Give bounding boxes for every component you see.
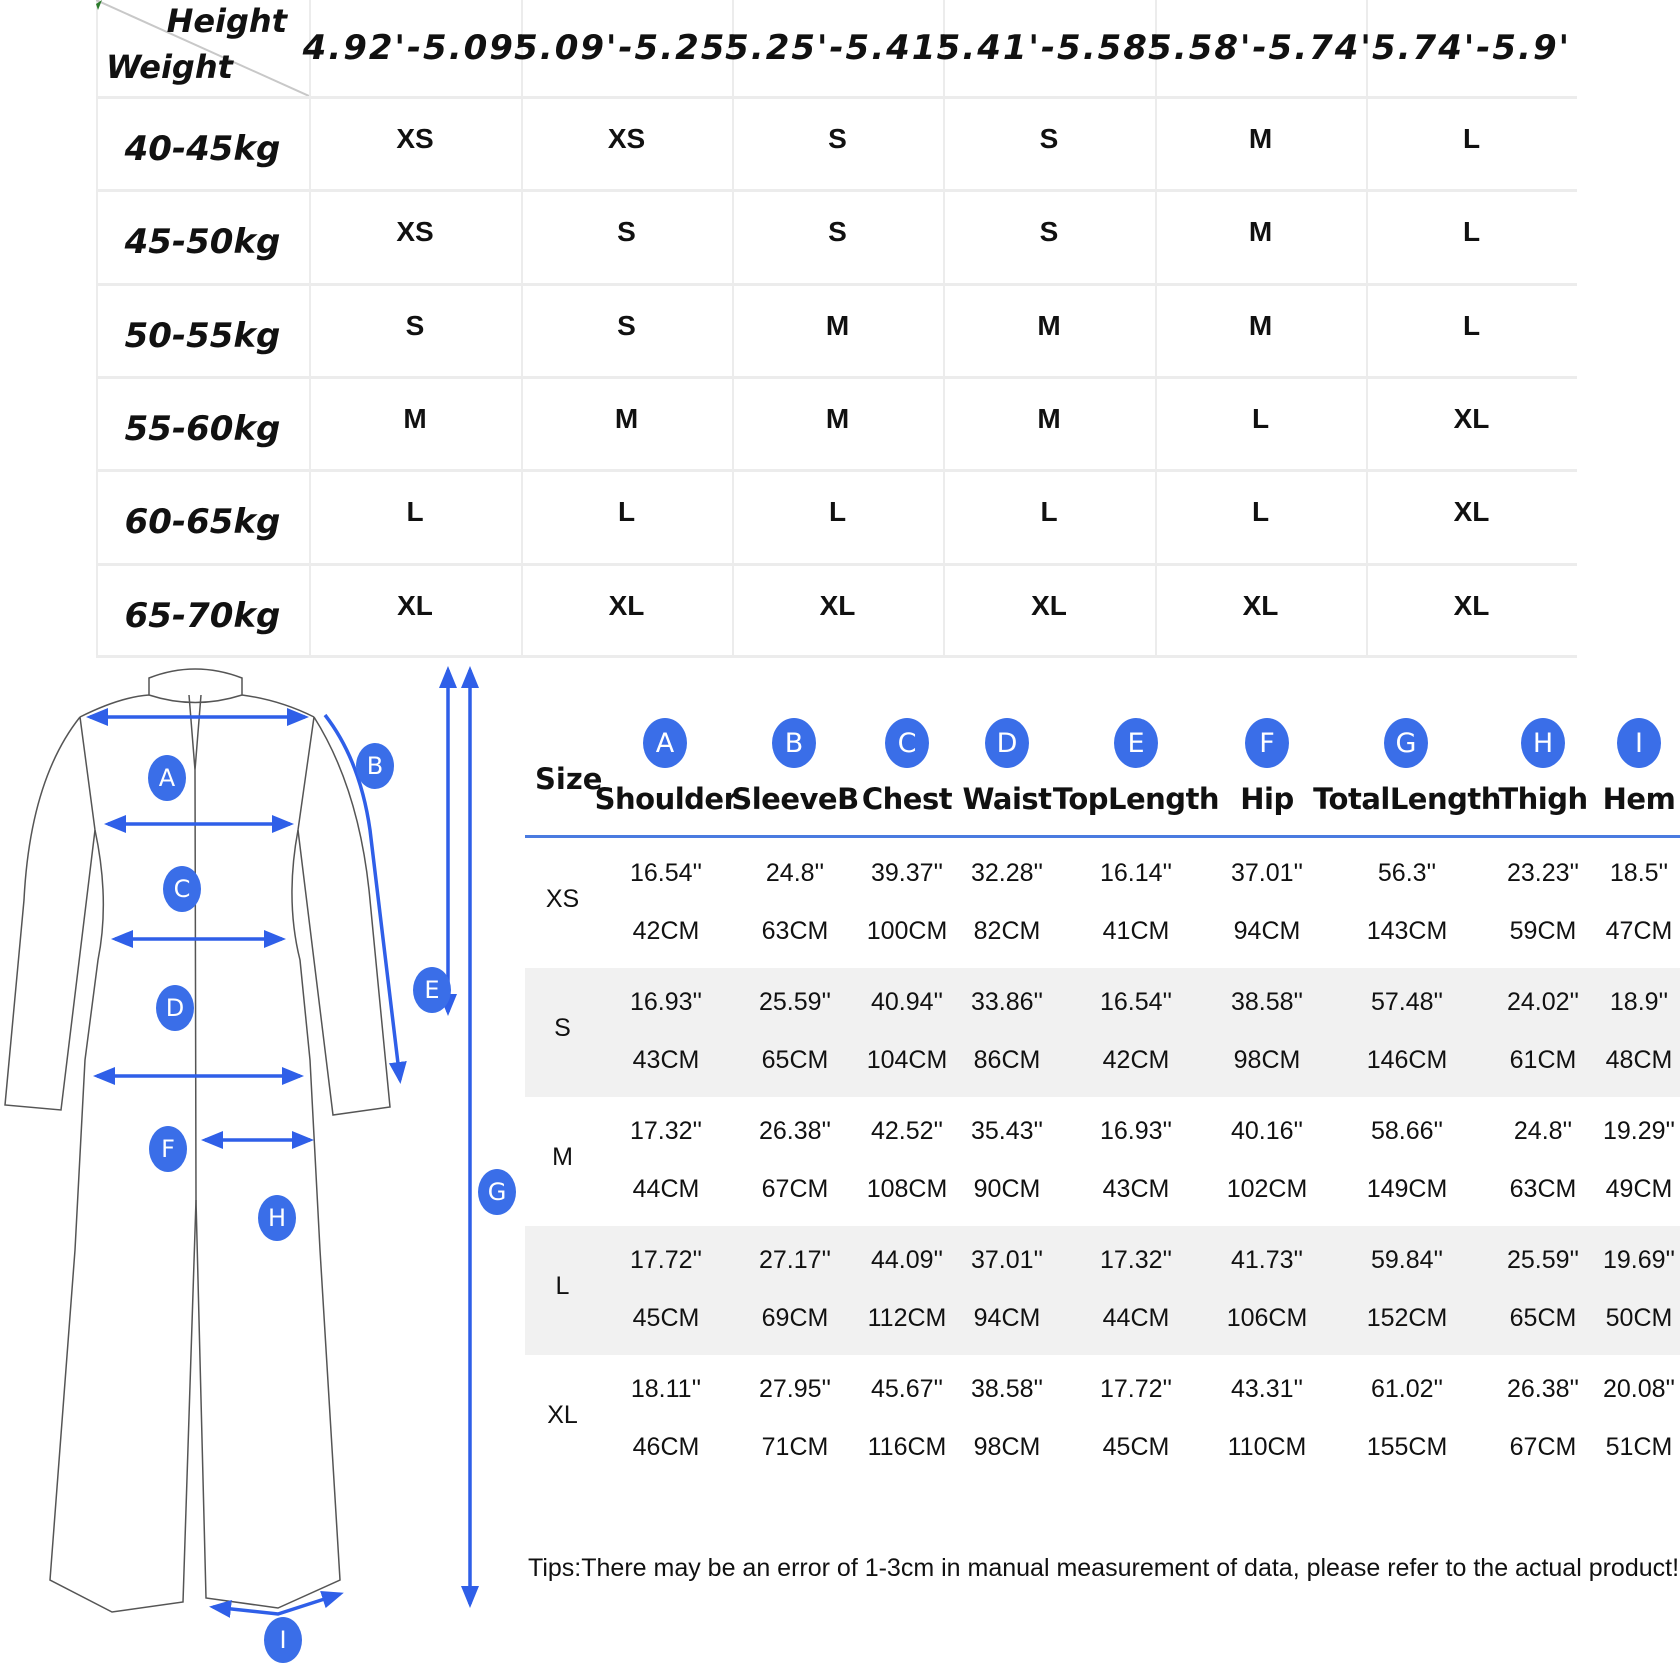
column-badge-a: A (643, 718, 687, 768)
size-cell: M (1248, 122, 1273, 154)
cell-cm: 44CM (1102, 1304, 1170, 1332)
cell-inches: 26.38'' (1506, 1375, 1580, 1403)
column-badge-e: E (1114, 718, 1158, 768)
marker-h-badge: H (258, 1195, 296, 1241)
size-cell: XL (819, 589, 856, 621)
column-header-sleeve: SleeveB (731, 782, 859, 816)
cell-cm: 100CM (866, 917, 948, 945)
cell-inches: 18.9'' (1609, 988, 1669, 1016)
cell-inches: 38.58'' (1230, 988, 1304, 1016)
column-header-hip: Hip (1240, 782, 1294, 816)
row-size-label: XS (545, 885, 580, 913)
cell-cm: 94CM (973, 1304, 1041, 1332)
cell-inches: 57.48'' (1370, 988, 1444, 1016)
cell-inches: 41.73'' (1230, 1246, 1304, 1274)
column-badge-c: C (885, 718, 929, 768)
cell-inches: 16.54'' (1099, 988, 1173, 1016)
jumpsuit-measurement-diagram (0, 657, 525, 1680)
column-header-hem: Hem (1602, 782, 1676, 816)
size-cell: L (1462, 122, 1481, 154)
cell-cm: 47CM (1605, 917, 1673, 945)
row-size-label: S (554, 1014, 571, 1042)
cell-inches: 43.31'' (1230, 1375, 1304, 1403)
corner-header-cell (96, 0, 309, 96)
weight-range-label: 45-50kg (124, 222, 281, 262)
cell-cm: 112CM (867, 1304, 947, 1332)
cell-inches: 40.16'' (1230, 1117, 1304, 1145)
cell-inches: 27.17'' (758, 1246, 832, 1274)
cell-inches: 38.58'' (970, 1375, 1044, 1403)
column-header-shoulder: Shoulder (594, 782, 738, 816)
cell-cm: 63CM (1509, 1175, 1577, 1203)
cell-cm: 98CM (973, 1433, 1041, 1461)
cell-inches: 17.72'' (629, 1246, 703, 1274)
column-badge-f: F (1245, 718, 1289, 768)
cell-inches: 23.23'' (1506, 859, 1580, 887)
cell-cm: 69CM (761, 1304, 829, 1332)
marker-e-badge: E (413, 967, 451, 1013)
height-range-header: 5.58'-5.74' (1148, 28, 1373, 68)
cell-inches: 24.8'' (765, 859, 825, 887)
cell-inches: 19.69'' (1602, 1246, 1676, 1274)
cell-cm: 90CM (973, 1175, 1041, 1203)
cell-inches: 44.09'' (870, 1246, 944, 1274)
size-cell: XL (397, 589, 433, 621)
cell-cm: 59CM (1509, 917, 1577, 945)
column-header-waist: Waist (962, 782, 1052, 816)
cell-cm: 106CM (1226, 1304, 1308, 1332)
size-cell: M (614, 402, 639, 434)
cell-inches: 17.32'' (629, 1117, 703, 1145)
size-cell: S (617, 309, 636, 341)
size-cell: S (405, 309, 425, 341)
row-size-label: XL (547, 1401, 578, 1429)
cell-cm: 61CM (1509, 1046, 1577, 1074)
column-badge-i: I (1617, 718, 1661, 768)
size-cell: S (828, 122, 847, 154)
cell-inches: 58.66'' (1370, 1117, 1444, 1145)
cell-cm: 86CM (973, 1046, 1041, 1074)
cell-inches: 16.93'' (629, 988, 703, 1016)
cell-cm: 67CM (761, 1175, 829, 1203)
size-cell: S (1039, 216, 1059, 247)
column-badge-b: B (772, 718, 816, 768)
table-row (525, 1097, 1680, 1226)
weight-range-label: 65-70kg (124, 595, 281, 636)
size-cell: S (617, 216, 636, 247)
row-size-label: M (552, 1143, 573, 1171)
cell-inches: 39.37'' (870, 859, 944, 887)
cell-inches: 35.43'' (970, 1117, 1044, 1145)
cell-cm: 50CM (1605, 1304, 1673, 1332)
cell-cm: 71CM (761, 1433, 829, 1461)
size-cell: M (825, 309, 850, 341)
cell-cm: 42CM (632, 917, 700, 945)
cell-cm: 48CM (1605, 1046, 1673, 1074)
column-header-thigh: Thigh (1498, 782, 1588, 816)
height-axis-label: Height (166, 2, 287, 40)
cell-cm: 82CM (973, 917, 1041, 945)
cell-cm: 42CM (1102, 1046, 1170, 1074)
cell-inches: 17.72'' (1099, 1375, 1173, 1403)
marker-g-badge: G (478, 1169, 516, 1215)
size-cell: L (617, 496, 636, 527)
header-divider (525, 835, 1680, 838)
cell-inches: 24.8'' (1513, 1117, 1573, 1145)
cell-inches: 40.94'' (870, 988, 944, 1016)
cell-inches: 27.95'' (758, 1375, 832, 1403)
cell-inches: 56.3'' (1377, 859, 1437, 887)
size-cell: S (1039, 122, 1059, 154)
cell-cm: 43CM (632, 1046, 700, 1074)
cell-cm: 46CM (632, 1433, 700, 1461)
cell-inches: 42.52'' (870, 1117, 944, 1145)
marker-i-badge: I (264, 1617, 302, 1663)
size-cell: L (1462, 216, 1481, 247)
cell-cm: 67CM (1509, 1433, 1577, 1461)
size-cell: M (403, 402, 427, 434)
size-cell: M (1248, 309, 1273, 341)
table-row (525, 1226, 1680, 1355)
row-size-label: L (555, 1272, 570, 1300)
size-cell: XL (1453, 402, 1490, 434)
size-cell: S (828, 216, 847, 247)
column-header-totallength: TotalLength (1313, 782, 1501, 816)
marker-c-badge: C (163, 866, 201, 912)
height-range-header: 5.41'-5.58' (936, 28, 1162, 68)
cell-cm: 152CM (1366, 1304, 1448, 1332)
cell-inches: 37.01'' (1230, 859, 1304, 887)
cell-cm: 49CM (1605, 1175, 1673, 1203)
cell-cm: 65CM (761, 1046, 829, 1074)
cell-cm: 45CM (632, 1304, 700, 1332)
cell-cm: 44CM (632, 1175, 700, 1203)
marker-f-badge: F (149, 1126, 187, 1172)
size-cell: L (1251, 496, 1270, 527)
size-column-header: Size (535, 762, 603, 796)
cell-inches: 37.01'' (970, 1246, 1044, 1274)
cell-inches: 61.02'' (1370, 1375, 1444, 1403)
column-badge-g: G (1384, 718, 1428, 768)
table-row (525, 968, 1680, 1097)
weight-range-label: 55-60kg (124, 408, 281, 449)
cell-inches: 25.59'' (758, 988, 832, 1016)
jumpsuit-outline-icon (0, 657, 525, 1680)
cell-inches: 16.93'' (1099, 1117, 1173, 1145)
cell-cm: 110CM (1227, 1433, 1307, 1461)
weight-range-label: 40-45kg (124, 128, 281, 169)
size-cell: XS (396, 122, 434, 154)
cell-inches: 16.14'' (1099, 859, 1173, 887)
size-cell: L (828, 496, 847, 527)
column-header-toplength: TopLength (1052, 782, 1220, 816)
size-cell: XL (1453, 496, 1490, 527)
cell-inches: 18.11'' (630, 1375, 702, 1403)
size-cell: L (1040, 496, 1058, 527)
cell-inches: 17.32'' (1099, 1246, 1173, 1274)
cell-inches: 20.08'' (1602, 1375, 1676, 1403)
weight-range-label: 50-55kg (124, 315, 281, 356)
cell-cm: 149CM (1366, 1175, 1448, 1203)
cell-inches: 59.84'' (1370, 1246, 1444, 1274)
size-cell: L (1251, 402, 1270, 434)
cell-inches: 32.28'' (970, 859, 1044, 887)
cell-inches: 24.02'' (1506, 988, 1580, 1016)
cell-cm: 43CM (1102, 1175, 1170, 1203)
cell-cm: 65CM (1509, 1304, 1577, 1332)
cell-inches: 25.59'' (1506, 1246, 1580, 1274)
size-cell: M (1248, 216, 1273, 247)
size-cell: XL (1242, 589, 1279, 621)
column-badge-d: D (985, 718, 1029, 768)
cell-cm: 102CM (1226, 1175, 1308, 1203)
cell-inches: 33.86'' (970, 988, 1044, 1016)
cell-inches: 19.29'' (1602, 1117, 1676, 1145)
cell-cm: 41CM (1102, 917, 1170, 945)
cell-cm: 146CM (1366, 1046, 1448, 1074)
marker-d-badge: D (156, 985, 194, 1031)
cell-inches: 16.54'' (629, 859, 703, 887)
cell-cm: 63CM (761, 917, 829, 945)
table-row (525, 1355, 1680, 1484)
cell-inches: 18.5'' (1609, 859, 1669, 887)
size-cell: XS (607, 122, 646, 154)
weight-range-label: 60-65kg (124, 502, 281, 542)
weight-height-size-grid (96, 0, 1577, 657)
size-cell: XL (1453, 589, 1490, 621)
marker-a-badge: A (148, 755, 186, 801)
size-cell: M (1037, 309, 1061, 341)
cell-cm: 94CM (1233, 917, 1301, 945)
column-badge-h: H (1521, 718, 1565, 768)
measurement-tips-note: Tips:There may be an error of 1-3cm in manual measurement of data, please refer to the actual product! (528, 1554, 1680, 1582)
cell-cm: 116CM (867, 1433, 947, 1461)
height-range-header: 5.74'-5.9' (1371, 28, 1572, 68)
cell-cm: 143CM (1366, 917, 1448, 945)
marker-b-badge: B (356, 743, 394, 789)
cell-cm: 45CM (1102, 1433, 1170, 1461)
height-range-header: 5.25'-5.41' (725, 28, 950, 68)
size-cell: XS (396, 216, 434, 247)
size-cell: XL (1031, 589, 1067, 621)
size-cell: L (1462, 309, 1481, 341)
size-cell: M (1037, 402, 1061, 434)
weight-axis-label: Weight (106, 48, 233, 86)
cell-cm: 155CM (1366, 1433, 1448, 1461)
size-cell: XL (608, 589, 645, 621)
cell-cm: 104CM (866, 1046, 948, 1074)
table-row (525, 839, 1680, 968)
cell-cm: 108CM (866, 1175, 948, 1203)
cell-cm: 98CM (1233, 1046, 1301, 1074)
cell-inches: 26.38'' (758, 1117, 832, 1145)
size-cell: M (825, 402, 850, 434)
height-range-header: 5.09'-5.25' (514, 28, 739, 68)
height-range-header: 4.92'-5.09' (302, 28, 528, 68)
cell-inches: 45.67'' (870, 1375, 944, 1403)
cell-cm: 51CM (1605, 1433, 1673, 1461)
column-header-chest: Chest (861, 782, 953, 816)
size-cell: L (406, 496, 424, 527)
